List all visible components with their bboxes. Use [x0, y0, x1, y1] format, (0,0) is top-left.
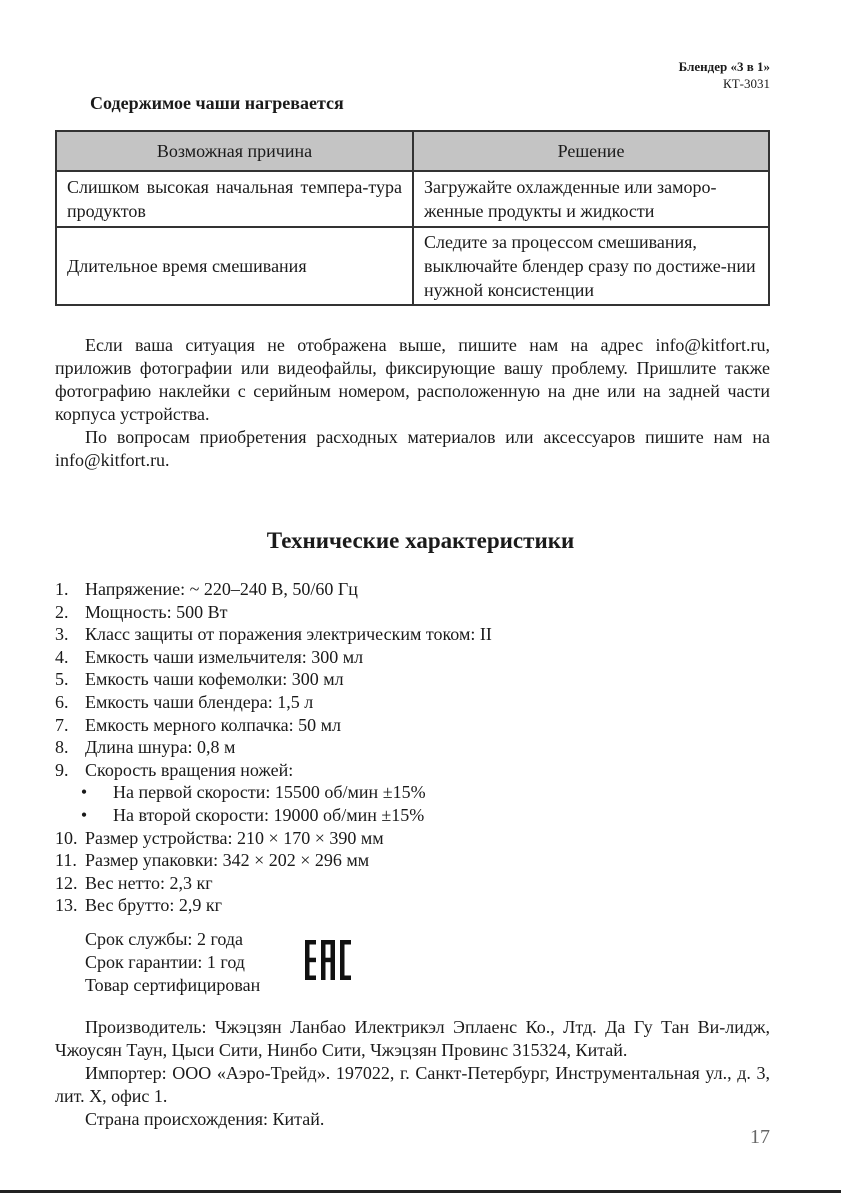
table-row [56, 171, 769, 227]
item-number: 3. [55, 624, 69, 645]
certification-note: Товар сертифицирован [85, 975, 261, 995]
list-item [55, 646, 770, 669]
list-item [55, 872, 770, 895]
item-text: Емкость мерного колпачка: 50 мл [85, 714, 342, 735]
page-number: 17 [750, 1126, 770, 1148]
item-text: На второй скорости: 19000 об/мин ±15% [113, 804, 425, 825]
tech-specs-list [55, 578, 770, 917]
sub-list-item [55, 781, 770, 804]
bullet-icon: • [80, 782, 88, 803]
list-item [55, 827, 770, 850]
manufacturer-paragraph: Производитель: Чжэцзян Ланбао Илектрикэл Эплаенс Ко., Лтд. Да Гу Тан Ви-лидж, Чжоусян Таун, Цыси Сити, Нинбо Сити, Чжэцзян Провинс 315324, Китай. [55, 1017, 770, 1060]
contact-paragraph: По вопросам приобретения расходных материалов или аксессуаров пишите нам на info@kitfort.ru. [55, 427, 770, 470]
bullet-icon: • [80, 804, 88, 825]
header-product-title: Блендер «3 в 1» [678, 59, 770, 74]
list-item [55, 736, 770, 759]
item-text: Скорость вращения ножей: [85, 759, 294, 780]
list-item [55, 578, 770, 601]
solution-cell: Загружайте охлажденные или заморо-женные продукты и жидкости [413, 171, 769, 227]
table-header-row [56, 131, 769, 171]
list-item [55, 759, 770, 782]
solution-cell: Следите за процессом смешивания, выключайте блендер сразу по достиже-нии нужной консистенции [413, 227, 769, 305]
origin-paragraph: Страна происхождения: Китай. [85, 1109, 325, 1129]
column-header-solution: Решение [413, 131, 769, 171]
item-text: Напряжение: ~ 220–240 В, 50/60 Гц [85, 579, 358, 599]
item-text: На первой скорости: 15500 об/мин ±15% [113, 782, 426, 803]
item-number: 10. [55, 827, 78, 848]
service-life: Срок службы: 2 года [85, 929, 244, 949]
item-number: 2. [55, 601, 69, 622]
tech-specs-title: Технические характеристики [266, 528, 575, 553]
item-number: 6. [55, 691, 69, 712]
running-header [679, 58, 770, 92]
cause-cell: Слишком высокая начальная темпера-тура продуктов [56, 171, 413, 227]
list-item [55, 623, 770, 646]
item-text: Емкость чаши измельчителя: 300 мл [85, 646, 364, 667]
manufacturer-info [55, 1016, 770, 1131]
item-number: 7. [55, 714, 69, 735]
list-item [55, 668, 770, 691]
column-header-cause: Возможная причина [56, 131, 413, 171]
table-row [56, 227, 769, 305]
list-item [55, 714, 770, 737]
item-number: 1. [55, 579, 69, 599]
importer-paragraph: Импортер: ООО «Аэро-Трейд». 197022, г. Санкт-Петербург, Инструментальная ул., д. 3, лит. Х, офис 1. [55, 1063, 770, 1106]
warranty-period: Срок гарантии: 1 год [85, 952, 245, 972]
eac-mark-icon [305, 940, 351, 980]
item-text: Вес брутто: 2,9 кг [85, 895, 222, 916]
item-text: Мощность: 500 Вт [85, 601, 228, 622]
item-number: 11. [55, 850, 77, 871]
item-number: 4. [55, 646, 69, 667]
item-number: 5. [55, 669, 69, 690]
list-item [55, 691, 770, 714]
trouble-section-title: Содержимое чаши нагревается [90, 93, 344, 113]
contact-paragraphs [55, 334, 770, 472]
contact-paragraph: Если ваша ситуация не отображена выше, пишите нам на адрес info@kitfort.ru, приложив фотографии или видеофайлы, фиксирующие вашу проблему. Пришлите также фотографию наклейки с серийным номером, расположенную на дне или на задней части корпуса устройства. [55, 335, 770, 424]
item-text: Размер устройства: 210 × 170 × 390 мм [85, 827, 384, 848]
item-text: Длина шнура: 0,8 м [85, 737, 236, 758]
list-item [55, 894, 770, 917]
list-item [55, 849, 770, 872]
item-text: Класс защиты от поражения электрическим током: II [85, 624, 492, 645]
header-model-number: КТ-3031 [723, 76, 770, 91]
list-item [55, 601, 770, 624]
item-text: Вес нетто: 2,3 кг [85, 872, 213, 893]
service-info [85, 928, 260, 997]
item-number: 12. [55, 872, 78, 893]
cause-cell: Длительное время смешивания [56, 227, 413, 305]
item-text: Размер упаковки: 342 × 202 × 296 мм [85, 850, 370, 871]
item-number: 8. [55, 737, 69, 758]
item-text: Емкость чаши кофемолки: 300 мл [85, 669, 344, 690]
item-number: 9. [55, 759, 69, 780]
troubleshooting-table [55, 130, 770, 306]
item-number: 13. [55, 895, 78, 916]
item-text: Емкость чаши блендера: 1,5 л [85, 691, 314, 712]
sub-list-item [55, 804, 770, 827]
